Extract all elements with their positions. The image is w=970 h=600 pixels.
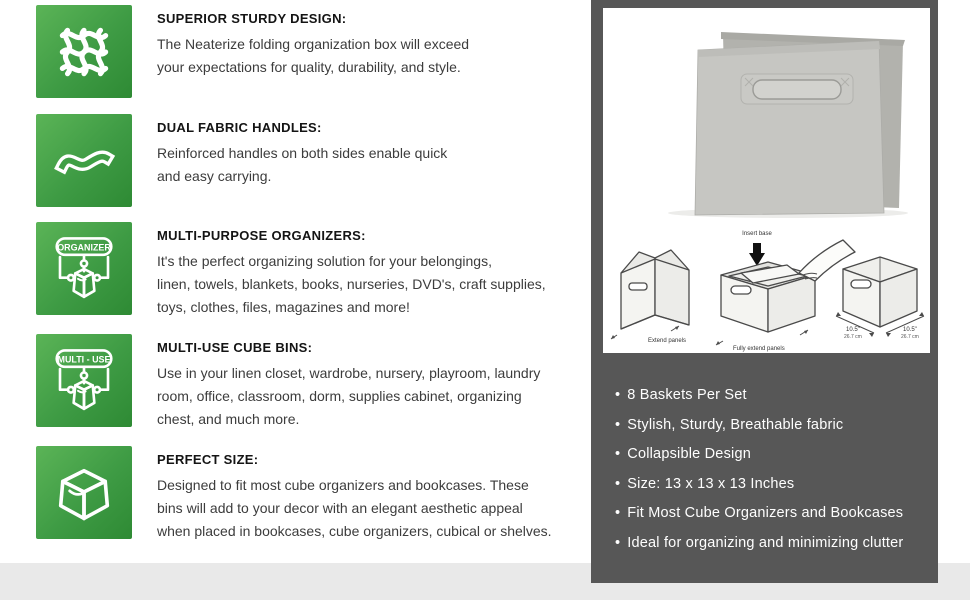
highlight-item: [615, 470, 903, 500]
highlight-item: [615, 440, 903, 470]
feature-title: PERFECT SIZE:: [157, 452, 259, 467]
multi-use-box-icon: [36, 334, 132, 427]
folded-bin-product-image: [603, 8, 930, 218]
feature-text-line: The Neaterize folding organization box will exceed: [157, 36, 470, 52]
highlight-item: [615, 529, 903, 559]
diagram-insert-base-label: Insert base: [742, 231, 772, 237]
bullet-dot: •: [615, 475, 621, 492]
bullet-dot: •: [615, 416, 621, 433]
product-highlights-list: [615, 381, 903, 558]
feature-text-line: linen, towels, blankets, books, nurseries, DVD's, craft supplies,: [157, 276, 546, 292]
feature-title: DUAL FABRIC HANDLES:: [157, 120, 322, 135]
feature-text-line: when placed in bookcases, cube organizers, cubical or shelves.: [157, 523, 552, 539]
diagram-step1-label: Extend panels: [648, 338, 687, 344]
diagram-step2-label: Fully extend panels: [733, 346, 785, 352]
highlight-text: Stylish, Sturdy, Breathable fabric: [627, 416, 844, 433]
organizer-badge-label: ORGANIZER: [57, 241, 111, 252]
feature-multi-purpose-organizers: [36, 222, 577, 319]
cube-bin-icon: [36, 446, 132, 539]
highlight-text: 8 Baskets Per Set: [627, 387, 747, 403]
feature-text-line: Designed to fit most cube organizers and bookcases. These: [157, 477, 529, 493]
feature-text-line: Reinforced handles on both sides enable quick: [157, 145, 448, 161]
feature-perfect-size: [36, 446, 577, 543]
feature-text-line: your expectations for quality, durability, and style.: [157, 59, 461, 75]
highlight-text: Collapsible Design: [627, 446, 751, 462]
highlight-text: Size: 13 x 13 x 13 Inches: [627, 475, 795, 492]
feature-text-line: and easy carrying.: [157, 168, 272, 184]
highlight-item: [615, 411, 903, 441]
feature-title: MULTI-PURPOSE ORGANIZERS:: [157, 228, 366, 243]
feature-title: MULTI-USE CUBE BINS:: [157, 340, 313, 355]
woven-fabric-icon: [36, 5, 132, 98]
feature-text-line: toys, clothes, files, magazines and more!: [157, 299, 410, 315]
bullet-dot: •: [615, 387, 621, 403]
feature-text-line: Use in your linen closet, wardrobe, nursery, playroom, laundry: [157, 365, 541, 381]
fabric-handle-icon: [36, 114, 132, 207]
highlight-text: Ideal for organizing and minimizing clutter: [627, 534, 904, 551]
highlight-item: [615, 499, 903, 529]
feature-superior-sturdy-design: [36, 5, 577, 98]
multi-use-badge-label: MULTI - USE: [57, 353, 111, 364]
assembly-diagram: [603, 223, 930, 353]
diagram-dim-left-label: 10.5": [846, 327, 860, 333]
highlight-item: [615, 381, 903, 411]
feature-text-line: bins will add to your decor with an elegant aesthetic appeal: [157, 500, 523, 516]
feature-multi-use-cube-bins: [36, 334, 577, 431]
feature-text-line: chest, and much more.: [157, 411, 300, 427]
diagram-dim-left-sub: 26.7 cm: [844, 334, 862, 340]
bullet-dot: •: [615, 505, 621, 521]
feature-dual-fabric-handles: [36, 114, 577, 207]
organizer-box-icon: [36, 222, 132, 315]
feature-text-line: It's the perfect organizing solution for your belongings,: [157, 253, 492, 269]
highlight-text: Fit Most Cube Organizers and Bookcases: [627, 505, 904, 521]
diagram-dim-right-sub: 26.7 cm: [901, 334, 919, 340]
product-highlight-panel: [591, 0, 938, 583]
bullet-dot: •: [615, 446, 621, 462]
feature-text-line: room, office, classroom, dorm, supplies cabinet, organizing: [157, 388, 522, 404]
diagram-dim-right-label: 10.5": [903, 327, 917, 333]
product-photo-area: [603, 8, 930, 353]
bullet-dot: •: [615, 534, 621, 551]
feature-title: SUPERIOR STURDY DESIGN:: [157, 11, 347, 26]
